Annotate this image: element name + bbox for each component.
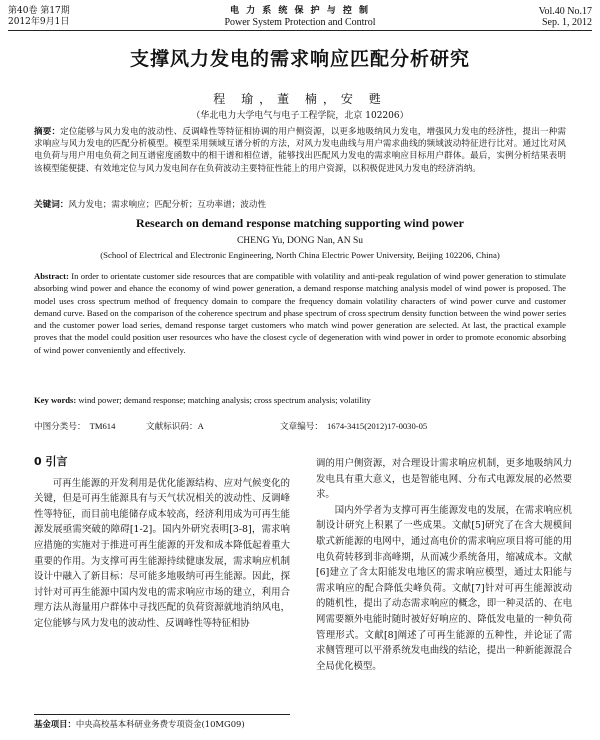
keywords-en [34,395,566,405]
paper-affiliation-en: (School of Electrical and Electronic Engineering, North China Electric Power University, Beijing 102206, China) [100,250,500,260]
abstract-cn-text: 定位能够与风力发电的波动性、反调峰性等特征相协调的用户侧资源，以更多地吸纳风力发电，增强风力发电的经济性，提出一种需求响应与风力发电的匹配分析模型。模型采用频域互谱分析的方法，对风力发电曲线与用户需求曲线的频域波动特征进行比对。通过比对风电负荷与用户用电负荷之间互谱密度函数中的相干谱和相位谱，能够找出匹配风力发电的需求响应目标用户群体。最后，实例分析结果表明该模型能便捷、有效地定位与风力发电间存在负荷波动主要特征性能上的用户资源，以积极促进风力发电的经济消纳。 [34,127,566,174]
paper-authors: 程 瑜，董 楠，安 甦 [213,92,387,106]
clc-label: 中图分类号： [34,421,86,431]
keywords-cn-label: 关键词： [34,200,69,210]
header-date-en: Sep. 1, 2012 [542,17,592,28]
paper-title: 支撑风力发电的需求响应匹配分析研究 [129,48,470,70]
paper-affiliation: （华北电力大学电气与电子工程学院，北京 102206） [191,111,409,121]
running-header [8,6,592,32]
doc-code [146,420,204,432]
intro-paragraph-1: 可再生能源的开发利用是优化能源结构、应对气候变化的关键，但是可再生能源具有与天气状况相关的波动性、反调峰性等特征，而目前电能储存成本较高，经济利用成为可再生能源发展亟需突破的障碍[1-2]。国内外研究表明[3-8]，需求响应措施的实施对于推进可再生能源的开发和成本降低起着重大重要的作用。为支撑可再生能源持续健康发展，需求响应机制设计中融入了新目标：尽可能多地吸纳可再生能源。因此，探讨针对可再生能源中国内发电的需求响应市场的建立，利用合理方法从海量用户群体中寻找匹配的负荷资源就地消纳风电，定位能够与风力发电的波动性、反调峰性等特征相协 [34,477,290,629]
clc-value: TM614 [89,421,116,431]
funding-text: 中央高校基本科研业务费专项资金(10MG09) [75,719,245,729]
abstract-cn-label: 摘要： [34,127,61,137]
keywords-en-label: Key words: [34,395,77,405]
footnote-rule [34,714,290,715]
section-heading: 0 引言 [34,455,68,468]
funding-label: 基金项目： [34,719,76,729]
abstract-en-label: Abstract: [34,271,69,281]
paper-title-en: Research on demand response matching supporting wind power [136,216,464,230]
intro-paragraph-2: 国内外学者为支撑可再生能源发电的发展，在需求响应机制设计研究上积累了一些成果。文献[5]研究了在含大规模间歇式新能源的电网中，通过高电价的需求响应项目将可能的用电负荷转移到非高峰期，从而减少系统备用，缩减成本。文献[6]建立了含太阳能发电地区的需求响应模型，通过太阳能与需求响应的配合降低尖峰负荷。文献[7]针对可再生能源波动的随机性，提出了动态需求响应的概念，即一种灵活的、在电网需要额外电能时随时被好好响应的、降低发电量的一种负荷管理形式。文献[8]阐述了可再生能源的五种性，并论证了需求侧管理可以平滑系统发电曲线的结论，提出一种新能源混合全局优化模型。 [316,504,572,672]
keywords-cn [34,198,566,210]
header-rule [8,30,592,31]
article-label: 文章编号： [280,421,323,431]
header-right [539,6,592,28]
abstract-en-text: In order to orientate customer side resources that are compatible with volatility and anti-peak regulation of wind power generation to stimulate absorbing wind power and ehance the economy of wind power generation, a demand response matching analysis model of wind power is proposed. The model uses cross spectrum method of frequency domain to compare the frequency domain volatility characters of wind power curve and customer demand curve. Based on the comparison of the coherence spectrum and phase spectrum of cross spectrum density function between the wind power series and the customer power load series, demand response target customers who match wind power generation are selected. At last, the practical example proves that the model could position user resources who have the closest cycle of degeneration with wind power in order to promote economic absorbing of wind power conveniently and effectively. [34,271,566,355]
funding-footnote [34,718,334,730]
doc-label: 文献标识码： [146,421,198,431]
header-issue: 第40卷 第17期 [8,6,70,16]
intro-paragraph-1-cont: 调的用户侧资源，对合理设计需求响应机制，更多地吸纳风力发电具有重大意义，也是智能电网、分布式电源发展的必然要求。 [316,458,572,501]
keywords-en-text: wind power; demand response; matching analysis; cross spectrum analysis; volatility [78,395,371,405]
doc-value: A [197,421,204,431]
clc-number [34,420,115,432]
header-center [8,6,592,28]
article-value: 1674-3415(2012)17-0030-05 [326,421,428,431]
journal-name-cn: 电 力 系 统 保 护 与 控 制 [229,6,371,16]
abstract-cn [34,126,566,175]
journal-name-en: Power System Protection and Control [224,17,376,28]
header-volume: Vol.40 No.17 [538,6,592,17]
body-left-column [34,454,290,632]
paper-authors-en: CHENG Yu, DONG Nan, AN Su [236,236,364,246]
keywords-cn-text: 风力发电；需求响应；匹配分析；互功率谱；波动性 [68,200,267,210]
body-right-column [316,456,572,674]
header-date: 2012年9月1日 [8,17,70,27]
abstract-en [34,270,566,356]
article-number [280,420,427,432]
